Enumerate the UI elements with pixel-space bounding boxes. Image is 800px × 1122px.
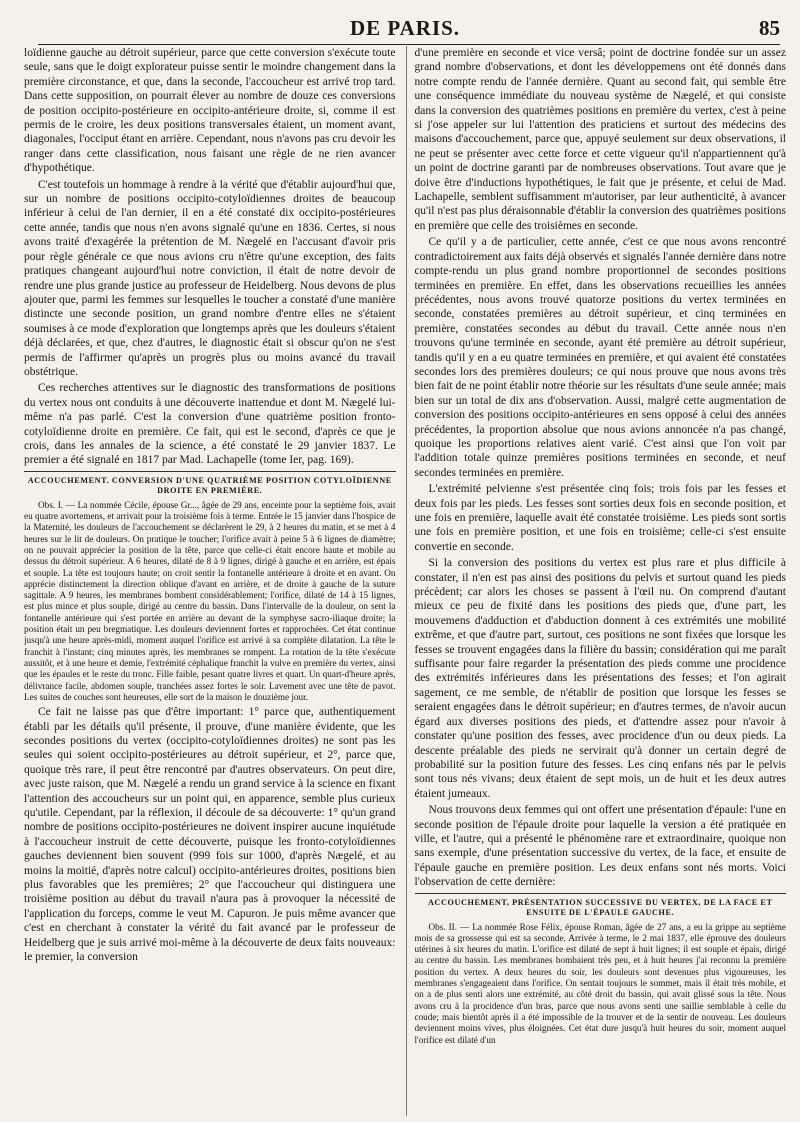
paragraph: L'extrémité pelvienne s'est présentée cinq fois; trois fois par les fesses et deux fois par les pieds. Les fesses sont sorties deux fois en seconde position, et une fois en première, laquelle avait été constatée troisième. Les pieds sont sortis une fois en première position, et une fois en troisième; celle-ci s'est ensuite convertie en seconde. <box>414 483 786 553</box>
observation-paragraph: Obs. I. — La nommée Cécile, épouse Gr..., âgée de 29 ans, enceinte pour la septième fois, avait eu quatre avortemens, et arrivait pour la troisième fois à terme. Entrée le 15 janvier dans l'hospice de la Maternité, les douleurs de l'accouchement se déclarèrent le 29, à 2 heures du matin, et se met à 4 heures sur le lit de douleurs. On pratique le toucher; l'orifice avait à peine 5 à 6 lignes de diamètre; on ne pouvait apprécier la position de la tête, parce que celle-ci était encore haute et mobile au dessus du détroit supérieur. A 6 heures, dilaté de 8 à 9 lignes, dirigé à gauche et en arrière, est épais et souple. La tête est toujours haute; on croit sentir la fontanelle antérieure à droite et en avant. On apprécie distinctement la direction oblique d'avant en arrière, et de droite à gauche de la suture sagittale. A 9 heures, les membranes bombent considérablement; l'orifice, dilaté de 14 à 15 lignes, est plus mince et plus souple, dirigé au centre du bassin. Dans l'intervalle de la douleur, on sent la fontanelle antérieure qui s'est portée en arrière au devant de la symphyse sacro-iliaque droite; la position était un peu bregmatique. Les douleurs deviennent fortes et rapprochées. Cet état continue jusqu'à une heure après-midi, moment auquel l'orifice est arrivé à sa complète dilatation. La tête le franchit à l'instant; cinq minutes après, les membranes se rompent. La rotation de la tête s'exécute aussitôt, et à une heure et demie, l'extrémité céphalique franchit la vulve en première du vertex, ainsi que les épaules et le reste du tronc. Fille faible, pesant quatre livres et quart. Un quart-d'heure après, délivrance facile, abdomen souple, tranchées assez fortes le soir. Lavement avec une tête de pavot. Les suites de couches sont heureuses, elle sort de la maison le douzième jour. <box>24 499 396 702</box>
section-divider <box>415 893 787 894</box>
running-title: DE PARIS. <box>349 16 461 40</box>
page-number: 85 <box>759 16 780 40</box>
section-heading: ACCOUCHEMENT. CONVERSION D'UNE QUATRIÈME POSITION COTYLOÏDIENNE DROITE EN PREMIÈRE. <box>27 475 392 496</box>
paragraph: C'est toutefois un hommage à rendre à la vérité que d'établir aujourd'hui que, sur un nombre de positions occipito-cotyloïdiennes droites de beaucoup inférieur à celui de l'an dernier, il en a été constaté dix occipito-postérieures cette année, tandis que nous n'en avons signalé qu'une en 1836. Certes, si nous avons traité d'exagérée la prétention de M. Nægelé en l'accusant d'avoir pris pour règle générale ce que nous avions cru n'être qu'une exception, des faits pratiques changeant aujourd'hui notre conviction, il était de notre devoir de rendre une plus grande justice au professeur de Heidelberg. Nous devons de plus ajouter que, parmi les femmes sur lesquelles le toucher a constaté d'une manière distincte une seconde position, un grand nombre d'entre elles ne s'étaient soumises à ce mode d'exploration que longtemps après que les douleurs s'étaient déjà déclarées, et que, chez d'autres, le diagnostic était si obscur qu'on ne s'est permis de l'affirmer qu'après un progrès plus ou moins avancé du travail obstétrique. <box>24 178 396 378</box>
section-heading: ACCOUCHEMENT, PRÉSENTATION SUCCESSIVE DU VERTEX, DE LA FACE ET ENSUITE DE L'ÉPAULE GAUCHE. <box>427 897 773 918</box>
paragraph: d'une première en seconde et vice versâ; point de doctrine fondée sur un assez grand nombre d'observations, et dont les développemens ont été donnés dans notre compte rendu de l'année dernière. Quant au second fait, qui semble être une conséquence immédiate du nouveau système de Nægelé, et qui consiste dans la conversion des quatrièmes positions en première du vertex, c'est à peine si j'ose appeler sur lui l'attention des praticiens et surtout des médecins des maisons d'accouchement, parce que, appuyé seulement sur deux observations, il ne peut se présenter avec cette force et cette vigueur qu'il n'appartiennent qu'à un point de doctrine garanti par de nombreuses observations. Tout avare que je doive être d'inductions hypothétiques, le fait que je présente, et celui de Mad. Lachapelle, semblent suffisamment m'autoriser, par leur authenticité, à avancer qu'il n'est pas plus déraisonnable d'établir la conversion des quatrièmes positions en première que celle des troisièmes en seconde. <box>414 47 786 232</box>
page-header <box>24 0 786 46</box>
paragraph: Ce fait ne laisse pas que d'être important: 1° parce que, authentiquement établi par les détails qu'il présente, il prouve, d'une manière évidente, que les secondes positions du vertex (occipito-cotyloïdiennes droites) ne sont pas les seules qui soient occipito-postérieures au détroit supérieur, et 2°, parce que, quoique très rare, il peut être rencontré par d'autres observateurs. On peut dire, avec juste raison, que M. Nægelé a rendu un grand service à la science en fixant l'attention des accoucheurs sur un point qui, en apparence, semble plus curieux qu'utile. Cependant, par la réflexion, il découle de sa découverte: 1° qu'un grand nombre de positions occipito-postérieures ne doivent inspirer aucune inquiétude à l'accoucheur instruit de cette découverte, puisque les fronto-cotyloïdiennes gauches deviennent bien souvent (999 fois sur 1000, d'après Nægelé, et au moins la moitié, d'après notre calcul) occipito-antérieures droites, positions bien plus favorables que les premières; 2° que l'accoucheur qui distinguera une troisième position au début du travail n'aura pas à provoquer la nécessité de l'application du forceps, comme le veut M. Capuron. Je puis même avancer que c'est en cherchant à constater la vérité du fait avancé par le professeur de Heidelberg que je suis arrivé moi-même à la découverte de deux faits nouveaux: le premier, la conversion <box>24 706 396 964</box>
section-divider <box>24 471 396 472</box>
paragraph: Ce qu'il y a de particulier, cette année, c'est ce que nous avons rencontré contradictoirement aux faits déjà observés et signalés l'année dernière dans notre compte-rendu un plus grand nombre proportionnel de secondes positions terminées en première. En effet, dans les observations recueillies les années précédentes, nous avons trouvé quatorze positions du vertex terminées en seconde, constatées premières au détroit supérieur, et cinq terminées en première, constatées secondes au début du travail. Cette année nous n'en trouvons qu'une terminée en seconde, ayant été première au détroit supérieur, tandis qu'il y en a eu quatre terminées en première, et qui avaient été constatées secondes lors des premières douleurs; ce qui nous prouve que nous avons très bien fait de ne point établir notre théorie sur les résultats d'une seule année; mais bien sur un total de dix ans d'observation. Aussi, malgré cette augmentation de conversion des positions occipito-antérieures en sens opposé à celui des années précédentes, la proportion absolue que nous avions annoncée n'a pas changé, quoique les proportions relatives aient varié. C'est ainsi que l'on voit par l'addition totale quinze premières positions terminées en seconde, et neuf secondes terminées en première. <box>414 236 786 479</box>
right-column <box>406 46 787 1116</box>
header-rule <box>38 44 780 45</box>
two-column-body <box>24 46 786 1116</box>
paragraph: Ces recherches attentives sur le diagnostic des transformations de positions du vertex nous ont conduits à une découverte inattendue et dont M. Nægelé lui-même n'a pas parlé. C'est la conversion d'une quatrième position fronto-cotyloïdienne droite en première. Ce fait, qui est le second, d'après ce que je crois, dans les annales de la science, a été constaté le 29 janvier 1837. Le premier a été signalé en 1817 par Mad. Lachapelle (tome Ier, pag. 169). <box>24 382 396 467</box>
paragraph: Si la conversion des positions du vertex est plus rare et plus difficile à constater, il n'en est pas ainsi des positions du pelvis et surtout quand les pieds précèdent; car alors les choses se passent à l'œil nu. On comprend d'autant mieux ce peu de fixité dans les positions des pieds que, d'une part, les mouvemens d'adduction et d'abduction donnent à ces extrémités une mobilité extrême, et que d'autre part, surtout, ces positions ne sont fixées que lorsque les fesses se trouvent engagées dans la filière du bassin; considération qui me paraît suffisante pour faire regarder la présentation des pieds comme une procidence des extrémités inférieures dans les présentations des fesses; et l'on agirait sagement, ce me semble, de n'établir de position que lorsque les fesses se seraient engagées dans le détroit supérieur; en d'autres termes, de n'avoir aucun égard aux diverses positions des pieds, et d'attendre assez pour n'avoir à constater qu'une position des fesses, avec procidence d'un ou deux pieds. La descente préalable des pieds ne servirait qu'à donner un certain degré de probabilité sur la position future des fesses. Les cinq enfans nés par le pelvis sont tous nés vivans; deux étaient de sept mois, un de huit et les deux autres étaient jumeaux. <box>414 557 786 800</box>
paragraph: Nous trouvons deux femmes qui ont offert une présentation d'épaule: l'une en seconde position de l'épaule droite pour laquelle la version a été pratiquée en ville, et l'autre, qui a présenté le phénomène rare et extraordinaire, quoique non sans exemple, d'une présentation successive du vertex, de la face, et ensuite de l'épaule gauche en première position. Les deux enfans sont nés morts. Voici l'observation de cette dernière: <box>414 804 786 889</box>
left-column <box>24 46 396 1116</box>
paragraph: loïdienne gauche au détroit supérieur, parce que cette conversion s'exécute toute seule, sans que le doigt explorateur puisse sentir le moindre changement dans la première circonstance, et que, dans la seconde, l'accoucheur est arrivé trop tard. Dans cette supposition, on pourrait élever au nombre de douze ces conversions de position occipito-postérieure en occipito-antérieure droite, si, comme il est permis de le croire, les deux positions transversales étaient, un moment avant, diagonales, l'occiput étant en arrière. Cependant, nous n'avons pas cru devoir les ranger dans cette classification, nous faisant une règle de ne rien avancer d'hypothétique. <box>24 47 396 175</box>
observation-paragraph: Obs. II. — La nommée Rose Félix, épouse Roman, âgée de 27 ans, a eu la grippe au septième mois de sa grossesse qui est sa seconde. Arrivée à terme, le 2 mai 1837, elle éprouve des douleurs utérines à six heures du matin. L'orifice est dilaté de sept à huit lignes; il est souple et épais, dirigé au centre du bassin. Les membranes bombaient très peu, et à huit heures j'ai reconnu la première position du vertex. A deux heures du soir, les douleurs sont devenues plus vigoureuses, les membranes s'engageaient dans l'orifice. On sentait toujours le sommet, mais il était très mobile, et on a de plus senti alors une extrémité, au côté droit du bassin, qui avait glissé sous la tête. Nous avons cru à la procidence d'un bras, parce que nous avons senti une saillie semblable à celle du coude; mais bientôt après il a été impossible de la trouver et de la sentir de nouveau. Les douleurs deviennent moins vives, plus éloignées. Cet état dure jusqu'à huit heures du soir, moment auquel l'orifice est dilaté d'un <box>414 921 786 1045</box>
